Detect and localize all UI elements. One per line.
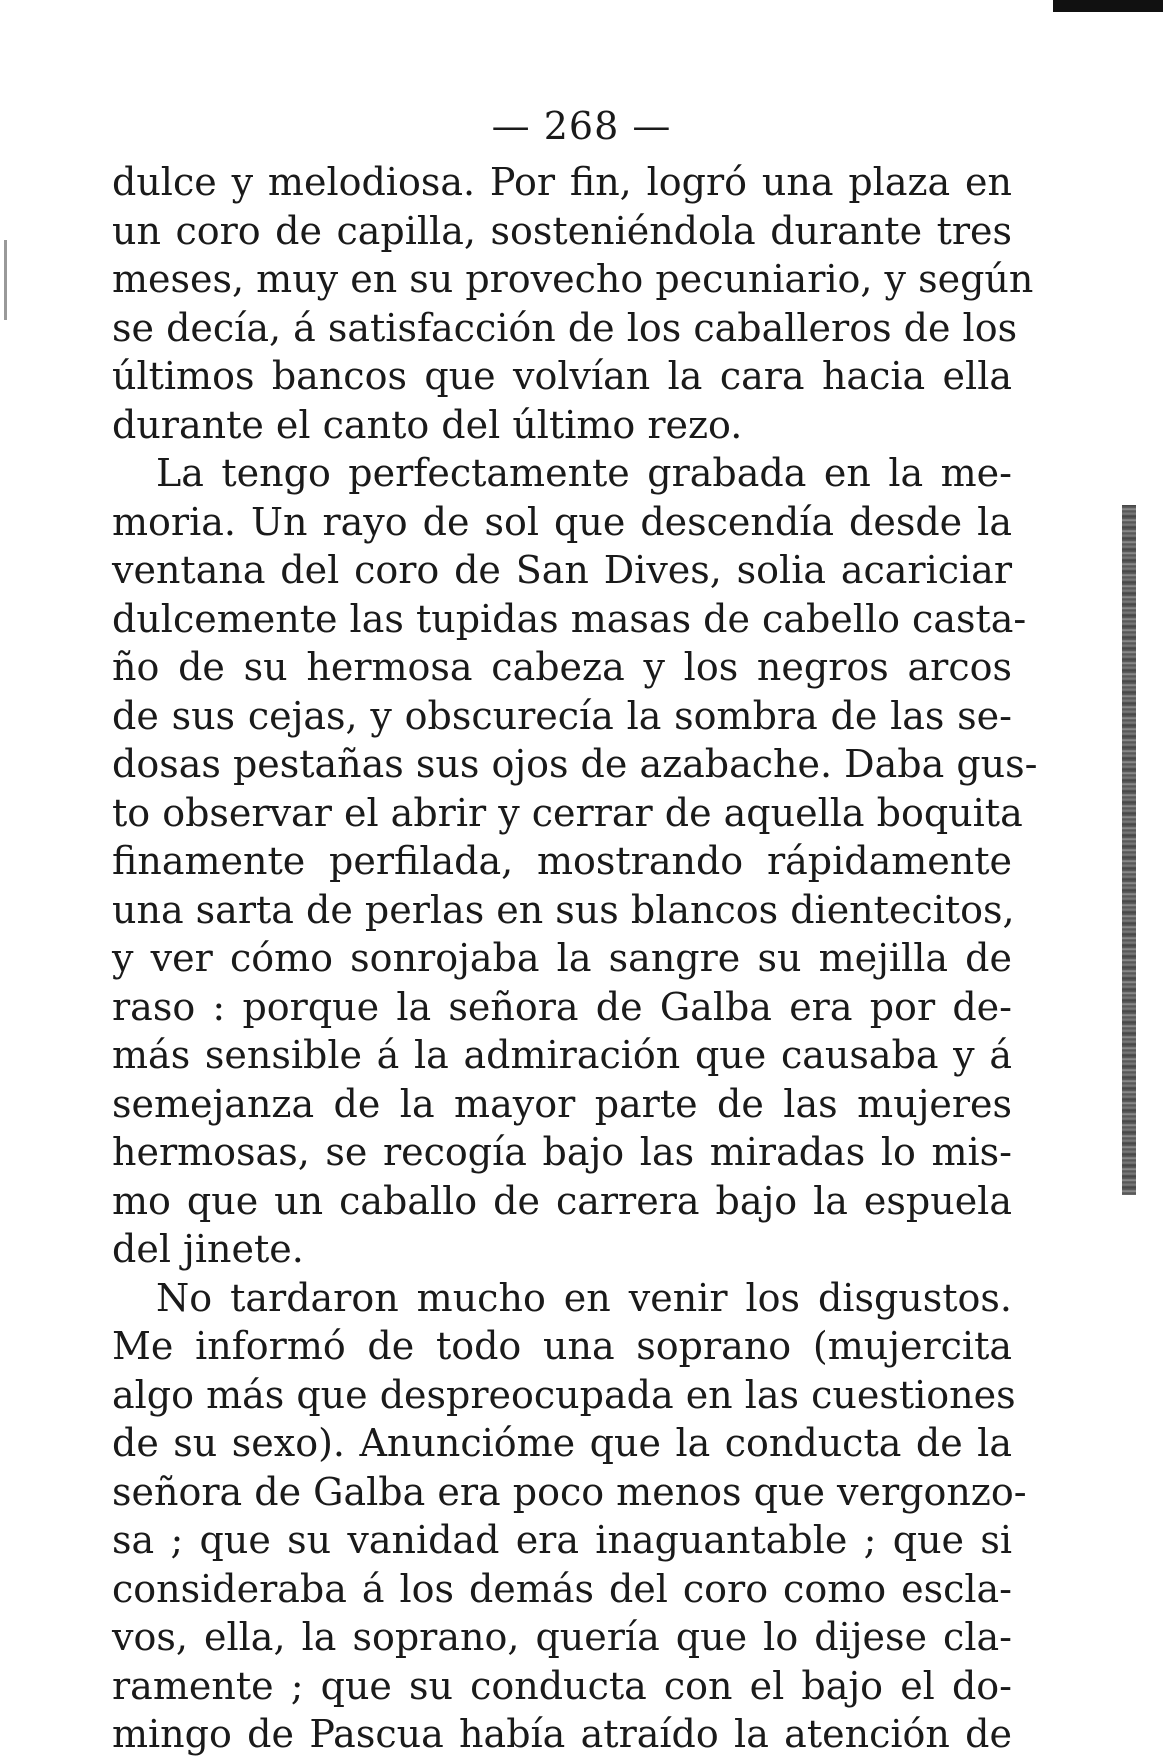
text-line: señora de Galba era poco menos que vergonzo-	[112, 1469, 1027, 1514]
page-number: — 268 —	[491, 104, 672, 148]
text-line: Me informó de todo una soprano (mujercita	[112, 1324, 1012, 1368]
text-line: No tardaron mucho en venir los disgustos.	[156, 1275, 1012, 1320]
text-line: raso : porque la señora de Galba era por de-	[112, 984, 1012, 1029]
text-line: del jinete.	[112, 1227, 304, 1271]
text-line: mo que un caballo de carrera bajo la espuela	[112, 1178, 1012, 1223]
text-line: to observar el abrir y cerrar de aquella boquita	[112, 790, 1023, 835]
text-line: consideraba á los demás del coro como escla-	[112, 1566, 1012, 1611]
text-line: durante el canto del último rezo.	[112, 402, 743, 447]
text-line: y ver cómo sonrojaba la sangre su mejilla de	[112, 936, 1012, 980]
text-line: hermosas, se recogía bajo las miradas lo mis-	[112, 1130, 1012, 1174]
text-line: últimos bancos que volvían la cara hacia ella	[112, 354, 1012, 398]
text-line: mingo de Pascua había atraído la atención de	[112, 1712, 1012, 1756]
page-edge-mark	[4, 240, 7, 320]
text-line: dulce y melodiosa. Por fin, logró una plaza en	[112, 160, 1012, 204]
text-line: de su sexo). Anuncióme que la conducta de la	[112, 1421, 1012, 1465]
text-line: más sensible á la admiración que causaba y á	[112, 1033, 1012, 1077]
text-line: dulcemente las tupidas masas de cabello casta-	[112, 596, 1027, 641]
text-line: La tengo perfectamente grabada en la me-	[156, 451, 1012, 495]
text-line: una sarta de perlas en sus blancos dientecitos,	[112, 887, 1015, 932]
text-line: semejanza de la mayor parte de las mujeres	[112, 1081, 1012, 1126]
text-line: se decía, á satisfacción de los caballeros de los	[112, 305, 1018, 350]
text-line: ramente ; que su conducta con el bajo el do-	[112, 1663, 1012, 1708]
text-line: meses, muy en su provecho pecuniario, y según	[112, 257, 1034, 301]
text-line: ventana del coro de San Dives, solia acariciar	[112, 548, 1012, 592]
page-edge-shadow	[1122, 505, 1136, 1195]
text-line: vos, ella, la soprano, quería que lo dijese cla-	[112, 1615, 1012, 1659]
text-line: dosas pestañas sus ojos de azabache. Daba gus-	[112, 742, 1038, 786]
text-line: sa ; que su vanidad era inaguantable ; que si	[112, 1518, 1012, 1562]
text-line: un coro de capilla, sosteniéndola durante tres	[112, 208, 1012, 253]
text-line: de sus cejas, y obscurecía la sombra de las se-	[112, 693, 1012, 738]
page-edge-rule	[1053, 0, 1163, 12]
text-line: algo más que despreocupada en las cuestiones	[112, 1372, 1016, 1417]
text-line: ño de su hermosa cabeza y los negros arcos	[112, 645, 1012, 689]
text-line: finamente perfilada, mostrando rápidamente	[112, 839, 1012, 883]
text-line: moria. Un rayo de sol que descendía desde la	[112, 499, 1012, 544]
body-text	[112, 158, 1038, 1759]
